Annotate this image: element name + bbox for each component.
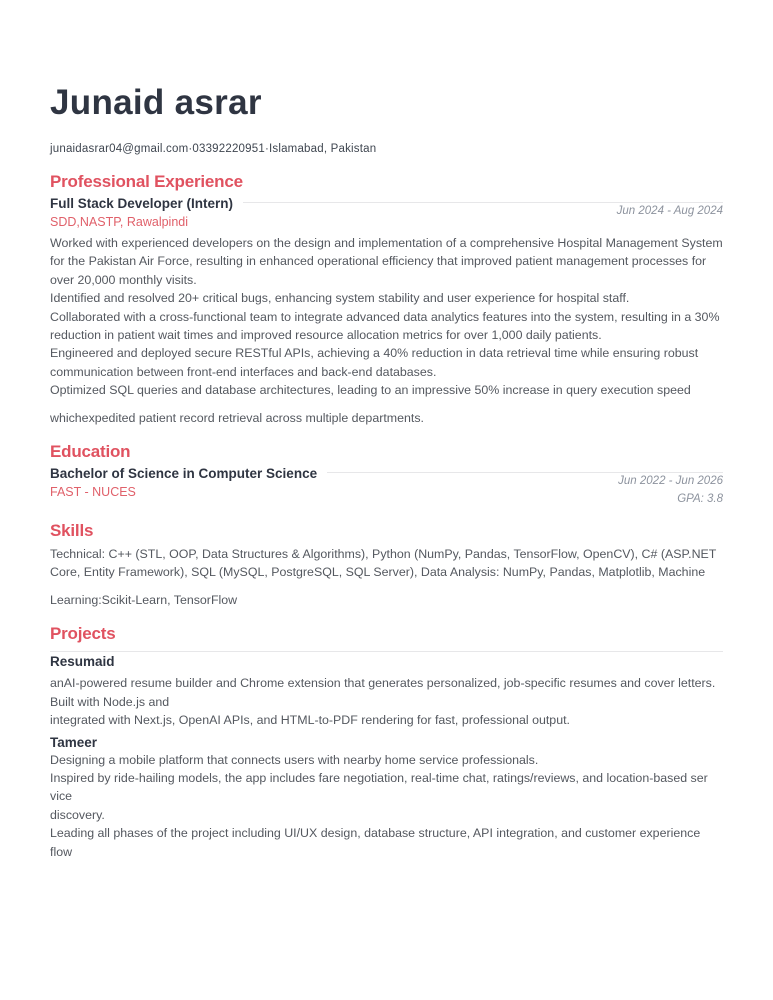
projects-divider [50,651,723,652]
education-gpa: GPA: 3.8 [677,493,723,506]
section-heading-education: Education [50,442,131,462]
project-title: Tameer [50,734,98,750]
education-dates: Jun 2022 - Jun 2026 [618,475,723,488]
section-heading-experience: Professional Experience [50,172,243,191]
education-entry-header [50,466,723,506]
job-title: Full Stack Developer (Intern) [50,196,234,211]
contact-line: junaidasrar04@gmail.com·03392220951·Islamabad, Pakistan [50,143,377,155]
resume-name: Junaid asrar [50,83,262,122]
entry-divider [327,472,723,473]
project-description: Inspired by ride-hailing models, the app includes fare negotiation, real-time chat, ratings/reviews, and location-based ser vice [50,770,708,804]
project-entry [50,654,723,729]
experience-bullet: Worked with experienced developers on the design and implementation of a comprehensive Hospital Management System for the Pakistan Air Force, resulting in enhanced operational efficiency that improved patient management processes for over 20,000 monthly visits. [50,236,723,287]
degree-title: Bachelor of Science in Computer Science [50,466,318,482]
experience-entry-header [50,196,723,230]
experience-bullet: Identified and resolved 20+ critical bugs, enhancing system stability and user experience for hospital staff. [50,291,630,306]
section-heading-skills: Skills [50,521,94,541]
experience-entry [50,196,723,427]
experience-bullet: Optimized SQL queries and database architectures, leading to an impressive 50% increase in query execution speed [50,383,691,398]
project-entry [50,735,723,861]
project-description: discovery. [50,807,105,822]
skills-text: Technical: C++ (STL, OOP, Data Structures & Algorithms), Python (NumPy, Pandas, TensorFlow, OpenCV), C# (ASP.NET Core, Entity Framework), SQL (MySQL, PostgreSQL, SQL Server), Data Analysis: NumPy, Pandas, Matplotlib, Machine [50,547,717,580]
project-description: Designing a mobile platform that connects users with nearby home service professionals. [50,752,539,767]
education-entry [50,466,723,506]
experience-bullet: Engineered and deployed secure RESTful APIs, achieving a 40% reduction in data retrieval time while ensuring robust communication between front-end interfaces and back-end databases. [50,346,699,379]
project-description: Leading all phases of the project including UI/UX design, database structure, API integration, and customer experience flow [50,826,701,859]
entry-divider [243,202,723,203]
section-heading-projects: Projects [50,624,116,644]
institution-name: FAST - NUCES [50,485,136,500]
project-description: anAI-powered resume builder and Chrome extension that generates personalized, job-specific resumes and cover letters. Built with Node.js and [50,676,716,709]
job-organization: SDD,NASTP, Rawalpindi [50,215,189,229]
experience-bullet-continuation: whichexpedited patient record retrieval across multiple departments. [50,410,424,425]
project-description: integrated with Next.js, OpenAI APIs, and HTML-to-PDF rendering for fast, professional output. [50,713,570,728]
project-title: Resumaid [50,654,115,670]
job-dates: Jun 2024 - Aug 2024 [616,205,723,217]
experience-bullet: Collaborated with a cross-functional team to integrate advanced data analytics features into the system, resulting in a 30% reduction in patient wait times and improved resource allocation metrics for over 1,000 daily patients. [50,309,720,343]
skills-text-continuation: Learning:Scikit-Learn, TensorFlow [50,592,238,607]
